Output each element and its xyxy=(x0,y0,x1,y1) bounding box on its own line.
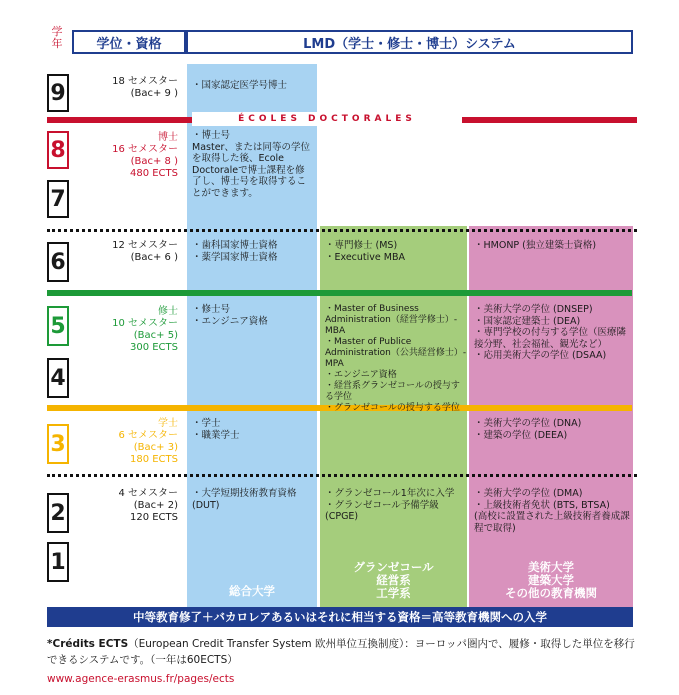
year-6-box: 6 xyxy=(47,242,69,282)
year-6-label: 12 セメスター (Bac+ 6 ) xyxy=(112,240,178,263)
arts-master-cell: ・美術大学の学位 (DNSEP) ・国家認定建築士 (DEA) ・専門学校の付与する学位（医療隣接分野、社会福祉、観光など） ・応用美術大学の学位 (DSAA) xyxy=(474,304,627,361)
dotted-separator-y6 xyxy=(47,229,637,232)
university-master-cell: ・修士号 ・エンジニア資格 xyxy=(192,304,268,327)
arts-bachelor-cell: ・美術大学の学位 (DNA) ・建築の学位 (DEEA) xyxy=(474,418,582,441)
year-3-box: 3 xyxy=(47,424,69,464)
ects-term: *Crédits ECTS xyxy=(47,638,129,650)
university-year6-cell: ・歯科国家博士資格 ・薬学国家博士資格 xyxy=(192,240,278,263)
year-4-box: 4 xyxy=(47,358,69,398)
arts-year6-cell: ・HMONP (独立建築士資格) xyxy=(474,240,597,251)
grandes-ecoles-year6-cell: ・専門修士 (MS) ・Executive MBA xyxy=(325,240,405,263)
arts-year2-cell: ・美術大学の学位 (DMA) ・上級技術者免状 (BTS, BTSA) (高校に設置された上級技術者養成課程で取得) xyxy=(474,488,630,534)
year-9-label: 18 セメスター (Bac+ 9 ) xyxy=(112,76,178,99)
year-2-box: 2 xyxy=(47,493,69,533)
ects-footnote xyxy=(47,636,637,668)
grandes-ecoles-column xyxy=(320,226,467,607)
year-1-box: 1 xyxy=(47,542,69,582)
master-label: 修士 10 セメスター (Bac+ 5) 300 ECTS xyxy=(112,306,178,353)
university-year2-cell: ・大学短期技術教育資格 (DUT) xyxy=(192,488,297,511)
university-year9-cell: ・国家認定医学号博士 xyxy=(192,80,288,91)
year-9-box: 9 xyxy=(47,74,69,112)
dotted-separator-y2 xyxy=(47,474,637,477)
year-5-box: 5 xyxy=(47,306,69,346)
entry-requirement-banner: 中等教育修了＋バカロレアあるいはそれに相当する資格＝高等教育機関への入学 xyxy=(47,607,633,627)
university-title: 総合大学 xyxy=(229,584,275,598)
arts-title: 美術大学 建築大学 その他の教育機関 xyxy=(505,560,597,600)
year-2-label: 4 セメスター (Bac+ 2) 120 ECTS xyxy=(118,488,178,523)
year-column-header: 学年 xyxy=(51,25,63,50)
arts-column xyxy=(469,226,633,607)
grandes-ecoles-master-cell: ・Master of Business Administration（経営学修士）- MBA ・Master of Publice Administration（公共経営修士）- MPA ・エンジニア資格 ・経営系グランゼコールの授与する学位 ・グランゼコールの授与する学位 xyxy=(325,304,467,413)
ecoles-doctorales-label: ÉCOLES DOCTORALES xyxy=(192,112,462,126)
bachelor-label: 学士 6 セメスター (Bac+ 3) 180 ECTS xyxy=(118,418,178,465)
year-8-box: 8 xyxy=(47,131,69,169)
university-doctorate-cell: ・博士号 Master、または同等の学位を取得した後、Ecole Doctoraleで博士課程を修了し、博士号を取得することができます。 xyxy=(192,130,310,199)
year-7-box: 7 xyxy=(47,180,69,218)
university-bachelor-cell: ・学士 ・職業学士 xyxy=(192,418,240,441)
doctorate-label: 博士 16 セメスター (Bac+ 8 ) 480 ECTS xyxy=(112,132,178,179)
ects-link[interactable]: www.agence-erasmus.fr/pages/ects xyxy=(47,673,235,685)
degree-column-header: 学位・資格 xyxy=(72,30,186,54)
lmd-system-header: LMD（学士・修士・博士）システム xyxy=(186,30,633,54)
ects-description: （European Credit Transfer System 欧州単位互換制度）：ヨーロッパ圏内で、履修・取得した単位を移行できるシステムです。（一年は60ECTS） xyxy=(47,638,635,666)
master-green-bar xyxy=(47,290,632,296)
grandes-ecoles-year2-cell: ・グランゼコール1年次に入学 ・グランゼコール予備学級 (CPGE) xyxy=(325,488,455,522)
grandes-ecoles-title: グランゼコール 経営系 工学系 xyxy=(353,560,434,600)
